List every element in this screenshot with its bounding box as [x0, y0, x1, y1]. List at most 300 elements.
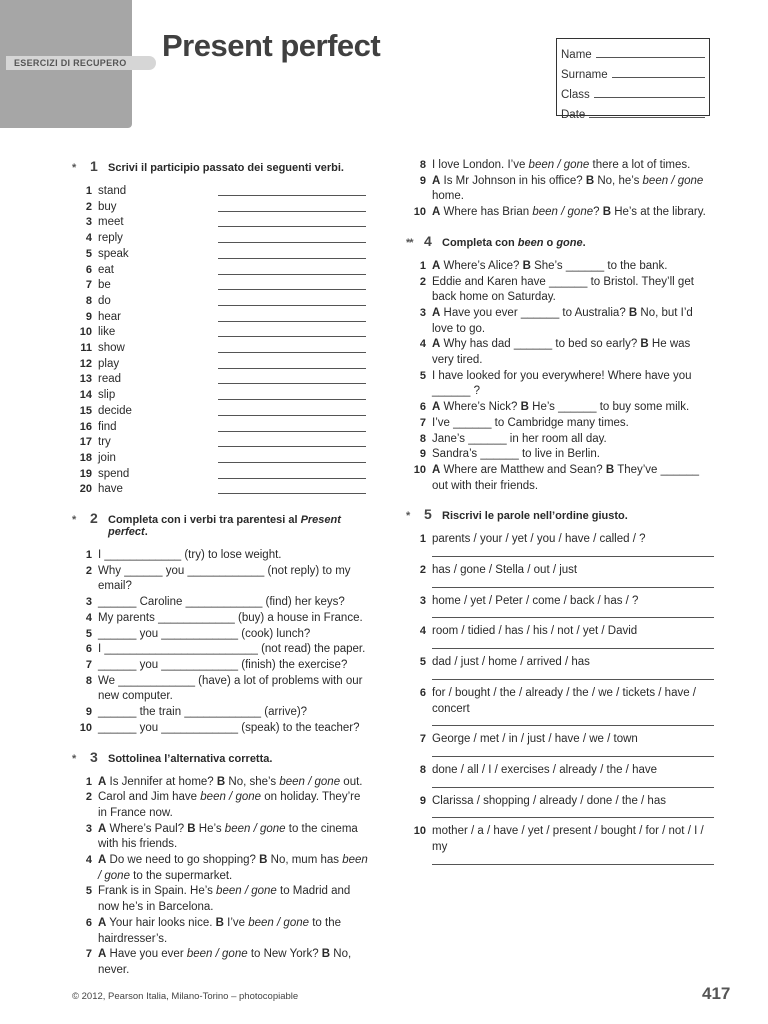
item-number: 1 — [85, 549, 92, 562]
verb-row — [72, 184, 372, 200]
exercise-1-list — [72, 184, 372, 498]
instruction-text: o — [543, 236, 557, 249]
left-column — [72, 158, 372, 979]
answer-line[interactable] — [432, 548, 714, 557]
item-number: 11 — [80, 342, 92, 355]
exercise-4-list — [406, 259, 714, 495]
class-label: Class — [561, 89, 590, 101]
speaker-label: A — [432, 401, 441, 414]
exercise-2-heading — [72, 510, 372, 538]
exercise-5-list — [406, 532, 714, 864]
speaker-label: A — [432, 174, 441, 187]
answer-line[interactable] — [218, 200, 366, 212]
answer-line[interactable] — [218, 420, 366, 432]
item-number: 3 — [85, 822, 92, 835]
speaker-label: A — [432, 463, 441, 476]
answer-line[interactable] — [218, 184, 366, 196]
gap-fill-item — [72, 674, 372, 705]
speaker-label: B — [605, 463, 615, 476]
name-field[interactable] — [561, 41, 705, 61]
answer-line[interactable] — [432, 609, 714, 618]
verb-row — [72, 310, 372, 326]
item-text: George / met / in / just / have / we / town — [432, 733, 638, 746]
item-number: 6 — [85, 643, 92, 656]
verb-text: read — [98, 373, 122, 386]
copyright-footer: © 2012, Pearson Italia, Milano-Torino – photocopiable — [72, 991, 299, 1002]
item-number: 8 — [419, 763, 426, 776]
verb-text: hear — [98, 310, 122, 323]
exercise-number: 1 — [90, 158, 98, 174]
surname-label: Surname — [561, 69, 608, 81]
item-number: 4 — [419, 338, 426, 351]
gap-fill-item — [406, 337, 714, 368]
exercise-instruction — [442, 237, 714, 249]
item-text: I love London. I’ve been / gone there a lot of times. — [432, 159, 691, 171]
gap-fill-item — [406, 306, 714, 337]
verb-text: reply — [98, 232, 123, 245]
exercise-5-heading — [406, 506, 714, 522]
choice-item — [72, 916, 372, 947]
spacer — [72, 737, 372, 749]
item-number: 3 — [419, 306, 426, 319]
reorder-item — [406, 686, 714, 717]
verb-text: stand — [98, 185, 127, 197]
item-number: 7 — [85, 948, 92, 961]
choice-item — [406, 158, 714, 174]
answer-line[interactable] — [218, 435, 366, 447]
instruction-text: Completa con i verbi tra parentesi al — [108, 514, 301, 527]
surname-line — [612, 67, 705, 78]
verb-text: spend — [98, 467, 130, 480]
verb-row — [72, 231, 372, 247]
reorder-item — [406, 794, 714, 810]
item-text: Carol and Jim have been / gone on holiday. They’re in France now. — [98, 791, 361, 819]
speaker-label: A — [98, 948, 107, 961]
gap-fill-item — [72, 627, 372, 643]
gap-fill-item — [406, 447, 714, 463]
answer-line[interactable] — [218, 263, 366, 275]
verb-row — [72, 404, 372, 420]
speaker-label: B — [585, 174, 595, 187]
item-text: ______ the train ____________ (arrive)? — [98, 706, 308, 719]
speaker-label: B — [520, 401, 529, 414]
answer-line[interactable] — [432, 809, 714, 818]
item-number: 19 — [79, 467, 92, 480]
answer-line[interactable] — [218, 341, 366, 353]
reorder-item — [406, 594, 714, 610]
speaker-label: A — [432, 206, 441, 219]
gap-fill-item — [72, 611, 372, 627]
exercise-instruction — [108, 514, 372, 538]
speaker-label: B — [259, 854, 268, 867]
gap-fill-item — [406, 463, 714, 494]
verb-row — [72, 294, 372, 310]
alternative-choice[interactable]: been / gone — [186, 948, 248, 961]
item-text: Why ______ you ____________ (not reply) to my email? — [98, 564, 351, 593]
item-number: 2 — [85, 200, 92, 213]
item-text: I ____________ (try) to lose weight. — [98, 549, 282, 562]
item-number: 8 — [85, 674, 92, 687]
item-number: 8 — [85, 294, 92, 307]
reorder-item — [406, 624, 714, 640]
verb-row — [72, 247, 372, 263]
speaker-label: A — [98, 775, 107, 788]
verb-text: join — [98, 451, 116, 464]
exercise-instruction: Riscrivi le parole nell’ordine giusto. — [442, 510, 628, 523]
answer-line[interactable] — [218, 247, 366, 259]
alternative-choice[interactable]: been / gone — [532, 206, 594, 219]
verb-row — [72, 388, 372, 404]
reorder-item — [406, 824, 714, 855]
gap-fill-item — [72, 642, 372, 658]
alternative-choice[interactable]: been / gone — [528, 159, 590, 171]
class-field[interactable] — [561, 81, 705, 101]
item-number: 9 — [85, 310, 92, 323]
item-text: home / yet / Peter / come / back / has / ? — [432, 594, 639, 607]
item-text: Sandra’s ______ to live in Berlin. — [432, 448, 600, 461]
date-label: Date — [561, 109, 586, 121]
verb-row — [72, 215, 372, 231]
item-number: 8 — [419, 432, 426, 445]
section-tag: ESERCIZI DI RECUPERO — [6, 56, 156, 70]
answer-line[interactable] — [218, 325, 366, 337]
item-number: 3 — [85, 596, 92, 609]
difficulty-stars: ** — [406, 236, 413, 249]
item-text: room / tidied / has / his / not / yet / David — [432, 625, 638, 638]
item-number: 2 — [419, 564, 426, 577]
alternative-choice[interactable]: been / gone — [248, 916, 310, 929]
item-number: 1 — [419, 259, 426, 272]
item-text: A Where’s Paul? B He’s been / gone to the cinema with his friends. — [98, 822, 358, 851]
item-text: A Why has dad ______ to bed so early? B He was very tired. — [432, 338, 691, 367]
choice-item — [72, 884, 372, 915]
answer-line[interactable] — [218, 215, 366, 227]
exercise-1-heading — [72, 158, 372, 174]
gap-fill-item — [72, 658, 372, 674]
item-number: 4 — [85, 232, 92, 245]
item-text: for / bought / the / already / the / we / tickets / have / concert — [432, 686, 697, 715]
gap-fill-item — [406, 275, 714, 306]
item-text: A Have you ever ______ to Australia? B No, but I’d love to go. — [432, 306, 693, 335]
instruction-text: . — [144, 526, 148, 539]
item-number: 8 — [419, 159, 426, 171]
item-number: 6 — [419, 686, 426, 699]
choice-item — [72, 775, 372, 791]
item-number: 20 — [79, 483, 92, 496]
verb-text: decide — [98, 404, 132, 417]
item-number: 9 — [419, 174, 426, 187]
speaker-label: B — [321, 948, 331, 961]
choice-item — [72, 822, 372, 853]
choice-item — [72, 853, 372, 884]
verb-text: try — [98, 436, 111, 449]
item-number: 6 — [419, 401, 426, 414]
item-text: Frank is in Spain. He’s been / gone to Madrid and now he’s in Barcelona. — [98, 885, 351, 914]
item-number: 5 — [85, 627, 92, 640]
item-text: A Where’s Alice? B She’s ______ to the bank. — [432, 259, 668, 272]
item-text: dad / just / home / arrived / has — [432, 656, 590, 669]
class-line — [594, 87, 705, 98]
item-number: 4 — [419, 625, 426, 638]
item-number: 12 — [79, 357, 92, 370]
item-number: 1 — [419, 533, 426, 546]
verb-row — [72, 357, 372, 373]
item-text: I’ve ______ to Cambridge many times. — [432, 416, 629, 429]
verb-text: play — [98, 357, 120, 370]
answer-line[interactable] — [218, 294, 366, 306]
exercise-3-heading — [72, 749, 372, 765]
answer-line[interactable] — [432, 779, 714, 788]
item-number: 2 — [85, 791, 92, 804]
right-column — [406, 158, 714, 871]
item-text: Eddie and Karen have ______ to Bristol. They’ll get back home on Saturday. — [432, 275, 694, 304]
verb-row — [72, 482, 372, 498]
spacer — [406, 494, 714, 506]
date-field[interactable] — [561, 101, 705, 121]
speaker-label: A — [98, 854, 107, 867]
item-text: Clarissa / shopping / already / done / the / has — [432, 794, 666, 807]
alternative-choice[interactable]: been / gone — [98, 854, 368, 882]
page-title: Present perfect — [162, 28, 381, 63]
reorder-item — [406, 563, 714, 579]
speaker-label: A — [98, 916, 107, 929]
item-text: Jane’s ______ in her room all day. — [432, 432, 607, 445]
item-number: 7 — [85, 279, 92, 292]
speaker-label: A — [432, 338, 441, 351]
reorder-item — [406, 763, 714, 779]
item-text: I ________________________ (not read) the paper. — [98, 643, 366, 656]
difficulty-stars: * — [72, 514, 76, 527]
verb-text: eat — [98, 263, 114, 276]
item-number: 2 — [85, 564, 92, 577]
item-text: parents / your / yet / you / have / called / ? — [432, 533, 646, 546]
instruction-emphasis: Present perfect — [108, 514, 341, 539]
alternative-choice[interactable]: been / gone — [279, 775, 341, 788]
item-number: 18 — [79, 451, 92, 464]
gap-fill-item — [72, 721, 372, 737]
answer-line[interactable] — [432, 748, 714, 757]
answer-line[interactable] — [432, 717, 714, 726]
item-number: 10 — [413, 825, 426, 838]
item-number: 9 — [419, 448, 426, 461]
alternative-choice[interactable]: been / gone — [200, 791, 262, 804]
verb-row — [72, 420, 372, 436]
item-number: 4 — [85, 611, 92, 624]
instruction-text: Completa con — [442, 236, 518, 249]
item-number: 14 — [79, 389, 92, 402]
spacer — [72, 498, 372, 510]
gap-fill-item — [406, 416, 714, 432]
item-text: We ____________ (have) a lot of problems with our new computer. — [98, 674, 363, 703]
choice-item — [406, 174, 714, 205]
item-number: 5 — [419, 656, 426, 669]
spacer — [406, 221, 714, 233]
answer-line[interactable] — [432, 640, 714, 649]
item-number: 10 — [413, 206, 426, 219]
item-text: A Where’s Nick? B He’s ______ to buy some milk. — [432, 401, 690, 414]
item-text: A Is Jennifer at home? B No, she’s been / gone out. — [98, 775, 363, 788]
item-number: 1 — [85, 775, 92, 788]
verb-row — [72, 372, 372, 388]
choice-item — [72, 790, 372, 821]
verb-text: be — [98, 279, 111, 292]
answer-line[interactable] — [218, 404, 366, 416]
verb-text: show — [98, 342, 125, 355]
item-number: 5 — [419, 369, 426, 382]
gap-fill-item — [406, 432, 714, 448]
instruction-text: . — [582, 236, 586, 249]
item-text: A Where are Matthew and Sean? B They’ve ______ out with their friends. — [432, 463, 700, 492]
speaker-label: A — [432, 306, 441, 319]
difficulty-stars: * — [72, 162, 76, 174]
verb-text: speak — [98, 247, 129, 260]
date-line — [589, 107, 705, 118]
item-number: 10 — [413, 463, 426, 476]
reorder-item — [406, 732, 714, 748]
answer-line[interactable] — [218, 451, 366, 463]
item-number: 10 — [79, 326, 92, 339]
item-text: A Is Mr Johnson in his office? B No, he’s been / gone home. — [432, 174, 704, 203]
answer-line[interactable] — [218, 388, 366, 400]
item-text: ______ Caroline ____________ (find) her keys? — [98, 596, 345, 609]
exercise-4-heading — [406, 233, 714, 249]
verb-row — [72, 467, 372, 483]
answer-line[interactable] — [432, 856, 714, 865]
item-number: 3 — [85, 216, 92, 229]
verb-text: meet — [98, 216, 124, 229]
exercise-3-list-left — [72, 775, 372, 979]
exercise-number: 3 — [90, 748, 98, 765]
gap-fill-item — [406, 369, 714, 400]
reorder-item — [406, 655, 714, 671]
answer-line[interactable] — [218, 231, 366, 243]
answer-line[interactable] — [218, 310, 366, 322]
verb-text: do — [98, 294, 111, 307]
speaker-label: B — [216, 775, 226, 788]
choice-item — [406, 205, 714, 221]
answer-line[interactable] — [218, 372, 366, 384]
item-text: A Your hair looks nice. B I’ve been / gone to the hairdresser’s. — [98, 916, 341, 945]
item-number: 7 — [419, 416, 426, 429]
item-text: ______ you ____________ (finish) the exercise? — [98, 658, 348, 671]
verb-text: have — [98, 483, 123, 496]
verb-row — [72, 341, 372, 357]
speaker-label: B — [602, 206, 612, 219]
difficulty-stars: * — [406, 510, 410, 523]
verb-text: buy — [98, 200, 117, 213]
item-number: 7 — [85, 658, 92, 671]
answer-line[interactable] — [218, 357, 366, 369]
item-number: 9 — [419, 794, 426, 807]
instruction-emphasis: gone — [556, 236, 583, 249]
speaker-label: B — [522, 259, 531, 272]
item-text: A Do we need to go shopping? B No, mum has been / gone to the supermarket. — [98, 854, 368, 882]
reorder-item — [406, 532, 714, 548]
speaker-label: A — [432, 259, 441, 272]
surname-field[interactable] — [561, 61, 705, 81]
item-number: 13 — [79, 373, 92, 386]
instruction-emphasis: been — [517, 236, 544, 249]
exercise-number: 4 — [424, 232, 432, 249]
gap-fill-item — [72, 705, 372, 721]
speaker-label: B — [628, 306, 638, 319]
gap-fill-item — [72, 595, 372, 611]
item-text: ______ you ____________ (speak) to the teacher? — [98, 721, 360, 734]
difficulty-stars: * — [72, 752, 76, 765]
speaker-label: B — [640, 338, 649, 351]
answer-line[interactable] — [432, 579, 714, 588]
item-number: 1 — [85, 185, 92, 197]
item-text: mother / a / have / yet / present / bought / for / not / I / my — [432, 825, 704, 854]
item-text: I have looked for you everywhere! Where have you ______ ? — [432, 369, 692, 398]
speaker-label: B — [215, 916, 224, 929]
page-number: 417 — [702, 984, 731, 1003]
verb-row — [72, 451, 372, 467]
speaker-label: B — [187, 822, 196, 835]
item-number: 5 — [85, 247, 92, 260]
item-number: 15 — [79, 404, 92, 417]
exercise-number: 5 — [424, 506, 432, 523]
item-text: My parents ____________ (buy) a house in France. — [98, 611, 363, 624]
verb-row — [72, 435, 372, 451]
alternative-choice[interactable]: been / gone — [642, 174, 704, 187]
gap-fill-item — [406, 259, 714, 275]
speaker-label: A — [98, 822, 107, 835]
item-number: 10 — [79, 721, 92, 734]
answer-line[interactable] — [432, 671, 714, 680]
gap-fill-item — [406, 400, 714, 416]
verb-text: find — [98, 420, 117, 433]
student-info-box — [556, 38, 710, 121]
verb-row — [72, 200, 372, 216]
name-line — [596, 47, 705, 58]
exercise-3-list-right — [406, 158, 714, 221]
verb-row — [72, 325, 372, 341]
exercise-2-list — [72, 548, 372, 736]
item-number: 6 — [85, 916, 92, 929]
answer-line[interactable] — [218, 482, 366, 494]
item-number: 5 — [85, 885, 92, 898]
gap-fill-item — [72, 564, 372, 595]
item-number: 7 — [419, 733, 426, 746]
item-number: 16 — [79, 420, 92, 433]
item-text: done / all / I / exercises / already / the / have — [432, 763, 658, 776]
answer-line[interactable] — [218, 278, 366, 290]
item-number: 9 — [85, 706, 92, 719]
exercise-instruction: Scrivi il participio passato dei seguenti verbi. — [108, 162, 344, 174]
verb-row — [72, 278, 372, 294]
item-text: ______ you ____________ (cook) lunch? — [98, 627, 311, 640]
exercise-number: 2 — [90, 510, 98, 527]
choice-item — [72, 947, 372, 978]
verb-row — [72, 263, 372, 279]
item-number: 6 — [85, 263, 92, 276]
item-text: A Where has Brian been / gone? B He’s at the library. — [432, 206, 706, 219]
item-number: 17 — [79, 436, 92, 449]
answer-line[interactable] — [218, 467, 366, 479]
item-number: 2 — [419, 275, 426, 288]
verb-text: like — [98, 326, 116, 339]
alternative-choice[interactable]: been / gone — [224, 822, 286, 835]
item-number: 3 — [419, 594, 426, 607]
exercise-instruction: Sottolinea l’alternativa corretta. — [108, 752, 273, 765]
gap-fill-item — [72, 548, 372, 564]
name-label: Name — [561, 49, 592, 61]
item-text: A Have you ever been / gone to New York? B No, never. — [98, 948, 352, 976]
alternative-choice[interactable]: been / gone — [216, 885, 277, 898]
verb-text: slip — [98, 389, 116, 402]
item-text: has / gone / Stella / out / just — [432, 564, 578, 577]
